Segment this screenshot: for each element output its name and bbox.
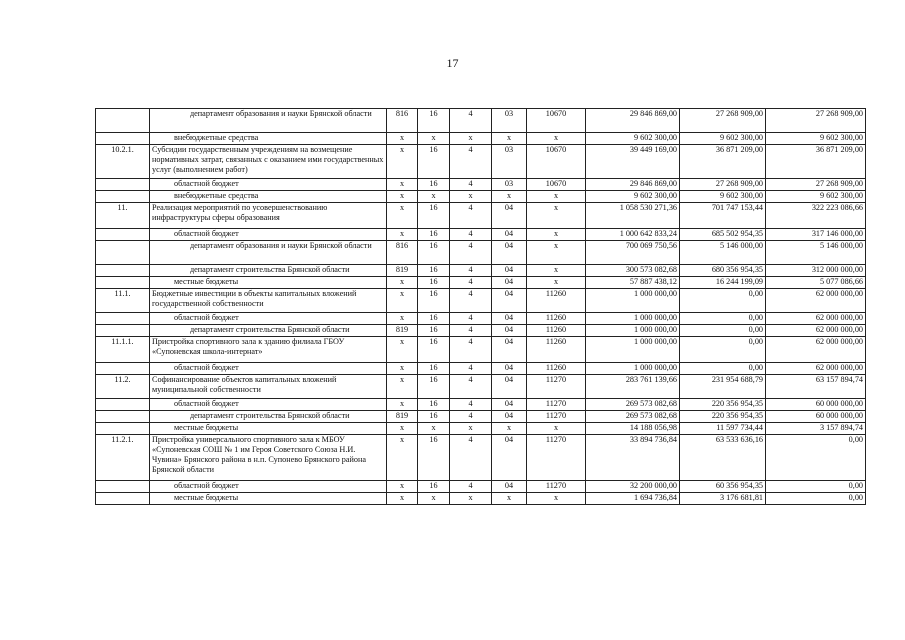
code-gp2: 16 bbox=[418, 289, 450, 313]
row-number bbox=[96, 423, 150, 435]
code-subsection: 04 bbox=[492, 411, 527, 423]
row-name: департамент строительства Брянской области bbox=[150, 265, 387, 277]
code-subsection: 04 bbox=[492, 363, 527, 375]
code-gp2: 16 bbox=[418, 265, 450, 277]
table-row bbox=[96, 337, 866, 363]
code-gp2: 16 bbox=[418, 277, 450, 289]
amount-year-3: 62 000 000,00 bbox=[766, 289, 866, 313]
row-name: областной бюджет bbox=[150, 313, 387, 325]
row-number bbox=[96, 411, 150, 423]
code-direction: x bbox=[527, 133, 586, 145]
code-subsection: 04 bbox=[492, 203, 527, 229]
code-gp2: 16 bbox=[418, 203, 450, 229]
amount-year-3: 62 000 000,00 bbox=[766, 337, 866, 363]
row-name: внебюджетные средства bbox=[150, 133, 387, 145]
code-section: 4 bbox=[450, 109, 492, 133]
amount-year-1: 39 449 169,00 bbox=[586, 145, 680, 179]
code-gp: x bbox=[387, 277, 418, 289]
code-gp: x bbox=[387, 363, 418, 375]
code-direction: 10670 bbox=[527, 109, 586, 133]
amount-year-3: 63 157 894,74 bbox=[766, 375, 866, 399]
amount-year-1: 1 000 000,00 bbox=[586, 363, 680, 375]
amount-year-1: 283 761 139,66 bbox=[586, 375, 680, 399]
code-gp2: x bbox=[418, 493, 450, 505]
code-gp: x bbox=[387, 493, 418, 505]
amount-year-1: 9 602 300,00 bbox=[586, 133, 680, 145]
row-number bbox=[96, 229, 150, 241]
code-gp: 816 bbox=[387, 109, 418, 133]
code-gp: x bbox=[387, 481, 418, 493]
code-gp2: 16 bbox=[418, 411, 450, 423]
row-number bbox=[96, 481, 150, 493]
code-gp2: 16 bbox=[418, 179, 450, 191]
table-row bbox=[96, 399, 866, 411]
code-section: 4 bbox=[450, 241, 492, 265]
row-name: областной бюджет bbox=[150, 363, 387, 375]
table-row bbox=[96, 145, 866, 179]
amount-year-1: 1 058 530 271,36 bbox=[586, 203, 680, 229]
code-direction: x bbox=[527, 277, 586, 289]
amount-year-2: 0,00 bbox=[680, 325, 766, 337]
code-subsection: 04 bbox=[492, 481, 527, 493]
amount-year-1: 29 846 869,00 bbox=[586, 179, 680, 191]
code-direction: 11260 bbox=[527, 289, 586, 313]
amount-year-2: 220 356 954,35 bbox=[680, 399, 766, 411]
code-gp2: 16 bbox=[418, 229, 450, 241]
code-section: 4 bbox=[450, 325, 492, 337]
code-direction: 11270 bbox=[527, 411, 586, 423]
amount-year-1: 29 846 869,00 bbox=[586, 109, 680, 133]
code-gp2: 16 bbox=[418, 363, 450, 375]
code-direction: 11270 bbox=[527, 481, 586, 493]
amount-year-3: 27 268 909,00 bbox=[766, 179, 866, 191]
row-number bbox=[96, 313, 150, 325]
row-number bbox=[96, 265, 150, 277]
code-gp2: 16 bbox=[418, 313, 450, 325]
row-number: 11.1.1. bbox=[96, 337, 150, 363]
amount-year-2: 0,00 bbox=[680, 289, 766, 313]
amount-year-1: 700 069 750,56 bbox=[586, 241, 680, 265]
table-row bbox=[96, 179, 866, 191]
code-gp2: 16 bbox=[418, 481, 450, 493]
code-gp2: 16 bbox=[418, 399, 450, 411]
code-subsection: 04 bbox=[492, 265, 527, 277]
table-row bbox=[96, 375, 866, 399]
code-gp: x bbox=[387, 145, 418, 179]
row-number bbox=[96, 191, 150, 203]
amount-year-3: 60 000 000,00 bbox=[766, 411, 866, 423]
amount-year-2: 27 268 909,00 bbox=[680, 179, 766, 191]
table-row bbox=[96, 363, 866, 375]
table-row bbox=[96, 241, 866, 265]
table-row bbox=[96, 325, 866, 337]
code-gp: x bbox=[387, 191, 418, 203]
amount-year-2: 36 871 209,00 bbox=[680, 145, 766, 179]
amount-year-2: 63 533 636,16 bbox=[680, 435, 766, 481]
amount-year-2: 701 747 153,44 bbox=[680, 203, 766, 229]
amount-year-3: 5 146 000,00 bbox=[766, 241, 866, 265]
table-row bbox=[96, 109, 866, 133]
amount-year-3: 312 000 000,00 bbox=[766, 265, 866, 277]
code-subsection: 04 bbox=[492, 289, 527, 313]
code-direction: x bbox=[527, 229, 586, 241]
code-section: x bbox=[450, 133, 492, 145]
row-name: департамент строительства Брянской области bbox=[150, 411, 387, 423]
code-direction: x bbox=[527, 265, 586, 277]
code-direction: 11270 bbox=[527, 435, 586, 481]
row-name: Пристройка универсального спортивного зала к МБОУ «Супоневская СОШ № 1 им Героя Советского Союза Н.И. Чувина» Брянского района в н.п. Супонево Брянского района Брянской области bbox=[150, 435, 387, 481]
amount-year-2: 231 954 688,79 bbox=[680, 375, 766, 399]
code-subsection: x bbox=[492, 423, 527, 435]
code-direction: x bbox=[527, 191, 586, 203]
row-name: департамент образования и науки Брянской области bbox=[150, 109, 387, 133]
row-name: областной бюджет bbox=[150, 481, 387, 493]
code-subsection: 03 bbox=[492, 179, 527, 191]
table-row bbox=[96, 313, 866, 325]
amount-year-1: 14 188 056,98 bbox=[586, 423, 680, 435]
row-name: областной бюджет bbox=[150, 229, 387, 241]
code-direction: 11260 bbox=[527, 313, 586, 325]
code-section: x bbox=[450, 191, 492, 203]
amount-year-2: 3 176 681,81 bbox=[680, 493, 766, 505]
amount-year-3: 0,00 bbox=[766, 435, 866, 481]
table-row bbox=[96, 493, 866, 505]
row-name: Пристройка спортивного зала к зданию филиала ГБОУ «Супоневская школа-интернат» bbox=[150, 337, 387, 363]
code-subsection: 03 bbox=[492, 145, 527, 179]
code-gp: x bbox=[387, 375, 418, 399]
code-gp: 819 bbox=[387, 325, 418, 337]
amount-year-1: 9 602 300,00 bbox=[586, 191, 680, 203]
amount-year-3: 317 146 000,00 bbox=[766, 229, 866, 241]
amount-year-3: 62 000 000,00 bbox=[766, 325, 866, 337]
code-gp2: x bbox=[418, 191, 450, 203]
code-subsection: x bbox=[492, 191, 527, 203]
amount-year-3: 0,00 bbox=[766, 481, 866, 493]
code-subsection: 04 bbox=[492, 375, 527, 399]
code-gp: x bbox=[387, 423, 418, 435]
amount-year-1: 269 573 082,68 bbox=[586, 399, 680, 411]
code-gp2: 16 bbox=[418, 325, 450, 337]
code-subsection: 04 bbox=[492, 325, 527, 337]
amount-year-3: 9 602 300,00 bbox=[766, 191, 866, 203]
amount-year-1: 1 000 000,00 bbox=[586, 289, 680, 313]
code-section: 4 bbox=[450, 375, 492, 399]
amount-year-1: 1 000 000,00 bbox=[586, 337, 680, 363]
code-section: 4 bbox=[450, 145, 492, 179]
code-gp2: 16 bbox=[418, 241, 450, 265]
code-gp: 816 bbox=[387, 241, 418, 265]
row-number bbox=[96, 277, 150, 289]
table-row bbox=[96, 435, 866, 481]
code-direction: 11270 bbox=[527, 375, 586, 399]
code-section: 4 bbox=[450, 229, 492, 241]
amount-year-3: 322 223 086,66 bbox=[766, 203, 866, 229]
row-name: областной бюджет bbox=[150, 179, 387, 191]
table-row bbox=[96, 481, 866, 493]
code-direction: x bbox=[527, 241, 586, 265]
amount-year-3: 62 000 000,00 bbox=[766, 363, 866, 375]
code-gp2: x bbox=[418, 423, 450, 435]
amount-year-3: 3 157 894,74 bbox=[766, 423, 866, 435]
code-section: 4 bbox=[450, 289, 492, 313]
code-section: 4 bbox=[450, 265, 492, 277]
amount-year-1: 269 573 082,68 bbox=[586, 411, 680, 423]
table-row bbox=[96, 289, 866, 313]
code-gp2: 16 bbox=[418, 337, 450, 363]
code-subsection: 04 bbox=[492, 313, 527, 325]
code-section: 4 bbox=[450, 337, 492, 363]
page-number: 17 bbox=[446, 56, 459, 70]
table-row bbox=[96, 203, 866, 229]
code-section: 4 bbox=[450, 411, 492, 423]
code-direction: 11270 bbox=[527, 399, 586, 411]
row-name: местные бюджеты bbox=[150, 493, 387, 505]
row-number bbox=[96, 399, 150, 411]
code-gp: x bbox=[387, 313, 418, 325]
code-section: 4 bbox=[450, 179, 492, 191]
table-row bbox=[96, 411, 866, 423]
amount-year-1: 300 573 082,68 bbox=[586, 265, 680, 277]
table-row bbox=[96, 265, 866, 277]
row-name: местные бюджеты bbox=[150, 277, 387, 289]
code-direction: 11260 bbox=[527, 363, 586, 375]
code-subsection: 04 bbox=[492, 337, 527, 363]
table-row bbox=[96, 277, 866, 289]
amount-year-2: 16 244 199,09 bbox=[680, 277, 766, 289]
row-number bbox=[96, 179, 150, 191]
code-subsection: 03 bbox=[492, 109, 527, 133]
amount-year-1: 32 200 000,00 bbox=[586, 481, 680, 493]
code-gp: x bbox=[387, 337, 418, 363]
code-subsection: x bbox=[492, 133, 527, 145]
code-section: x bbox=[450, 493, 492, 505]
code-direction: 10670 bbox=[527, 145, 586, 179]
amount-year-3: 0,00 bbox=[766, 493, 866, 505]
amount-year-2: 685 502 954,35 bbox=[680, 229, 766, 241]
row-name: внебюджетные средства bbox=[150, 191, 387, 203]
amount-year-2: 9 602 300,00 bbox=[680, 133, 766, 145]
code-section: 4 bbox=[450, 399, 492, 411]
code-subsection: 04 bbox=[492, 229, 527, 241]
code-gp2: x bbox=[418, 133, 450, 145]
amount-year-2: 220 356 954,35 bbox=[680, 411, 766, 423]
code-direction: x bbox=[527, 493, 586, 505]
row-number: 11.2. bbox=[96, 375, 150, 399]
code-subsection: 04 bbox=[492, 277, 527, 289]
row-name: Бюджетные инвестиции в объекты капитальных вложений государственной собственности bbox=[150, 289, 387, 313]
code-section: x bbox=[450, 423, 492, 435]
row-number bbox=[96, 133, 150, 145]
code-section: 4 bbox=[450, 203, 492, 229]
table-row bbox=[96, 191, 866, 203]
code-gp2: 16 bbox=[418, 145, 450, 179]
amount-year-3: 36 871 209,00 bbox=[766, 145, 866, 179]
amount-year-2: 5 146 000,00 bbox=[680, 241, 766, 265]
amount-year-1: 1 000 642 833,24 bbox=[586, 229, 680, 241]
amount-year-2: 11 597 734,44 bbox=[680, 423, 766, 435]
code-section: 4 bbox=[450, 481, 492, 493]
code-gp: 819 bbox=[387, 265, 418, 277]
amount-year-3: 27 268 909,00 bbox=[766, 109, 866, 133]
code-direction: 11260 bbox=[527, 325, 586, 337]
code-direction: x bbox=[527, 423, 586, 435]
code-gp: x bbox=[387, 289, 418, 313]
amount-year-2: 0,00 bbox=[680, 363, 766, 375]
code-subsection: 04 bbox=[492, 435, 527, 481]
row-number: 11.1. bbox=[96, 289, 150, 313]
row-number: 10.2.1. bbox=[96, 145, 150, 179]
code-gp: x bbox=[387, 399, 418, 411]
code-gp: x bbox=[387, 179, 418, 191]
row-number bbox=[96, 241, 150, 265]
code-section: 4 bbox=[450, 277, 492, 289]
code-gp: 819 bbox=[387, 411, 418, 423]
code-subsection: x bbox=[492, 493, 527, 505]
amount-year-2: 9 602 300,00 bbox=[680, 191, 766, 203]
code-direction: 11260 bbox=[527, 337, 586, 363]
row-number bbox=[96, 325, 150, 337]
amount-year-1: 1 000 000,00 bbox=[586, 325, 680, 337]
row-name: местные бюджеты bbox=[150, 423, 387, 435]
code-gp2: 16 bbox=[418, 375, 450, 399]
row-number: 11.2.1. bbox=[96, 435, 150, 481]
table-row bbox=[96, 229, 866, 241]
code-gp2: 16 bbox=[418, 109, 450, 133]
code-gp2: 16 bbox=[418, 435, 450, 481]
amount-year-1: 1 000 000,00 bbox=[586, 313, 680, 325]
code-gp: x bbox=[387, 133, 418, 145]
amount-year-3: 62 000 000,00 bbox=[766, 313, 866, 325]
amount-year-1: 1 694 736,84 bbox=[586, 493, 680, 505]
code-section: 4 bbox=[450, 363, 492, 375]
amount-year-1: 33 894 736,84 bbox=[586, 435, 680, 481]
amount-year-2: 60 356 954,35 bbox=[680, 481, 766, 493]
code-subsection: 04 bbox=[492, 241, 527, 265]
amount-year-1: 57 887 438,12 bbox=[586, 277, 680, 289]
row-name: департамент строительства Брянской области bbox=[150, 325, 387, 337]
code-section: 4 bbox=[450, 313, 492, 325]
budget-table-body bbox=[96, 109, 866, 505]
amount-year-3: 5 077 086,66 bbox=[766, 277, 866, 289]
code-direction: x bbox=[527, 203, 586, 229]
code-subsection: 04 bbox=[492, 399, 527, 411]
amount-year-2: 0,00 bbox=[680, 313, 766, 325]
row-name: департамент образования и науки Брянской области bbox=[150, 241, 387, 265]
code-direction: 10670 bbox=[527, 179, 586, 191]
code-gp: x bbox=[387, 203, 418, 229]
table-row bbox=[96, 423, 866, 435]
row-name: областной бюджет bbox=[150, 399, 387, 411]
row-number bbox=[96, 493, 150, 505]
row-number bbox=[96, 109, 150, 133]
code-gp: x bbox=[387, 229, 418, 241]
amount-year-3: 9 602 300,00 bbox=[766, 133, 866, 145]
amount-year-2: 27 268 909,00 bbox=[680, 109, 766, 133]
code-gp: x bbox=[387, 435, 418, 481]
table-row bbox=[96, 133, 866, 145]
code-section: 4 bbox=[450, 435, 492, 481]
budget-table bbox=[95, 108, 866, 505]
row-name: Реализация мероприятий по усовершенствованию инфраструктуры сферы образования bbox=[150, 203, 387, 229]
row-number: 11. bbox=[96, 203, 150, 229]
amount-year-2: 680 356 954,35 bbox=[680, 265, 766, 277]
row-number bbox=[96, 363, 150, 375]
row-name: Субсидии государственным учреждениям на возмещение нормативных затрат, связанных с оказанием ими государственных услуг (выполнением работ) bbox=[150, 145, 387, 179]
amount-year-3: 60 000 000,00 bbox=[766, 399, 866, 411]
amount-year-2: 0,00 bbox=[680, 337, 766, 363]
row-name: Софинансирование объектов капитальных вложений муниципальной собственности bbox=[150, 375, 387, 399]
